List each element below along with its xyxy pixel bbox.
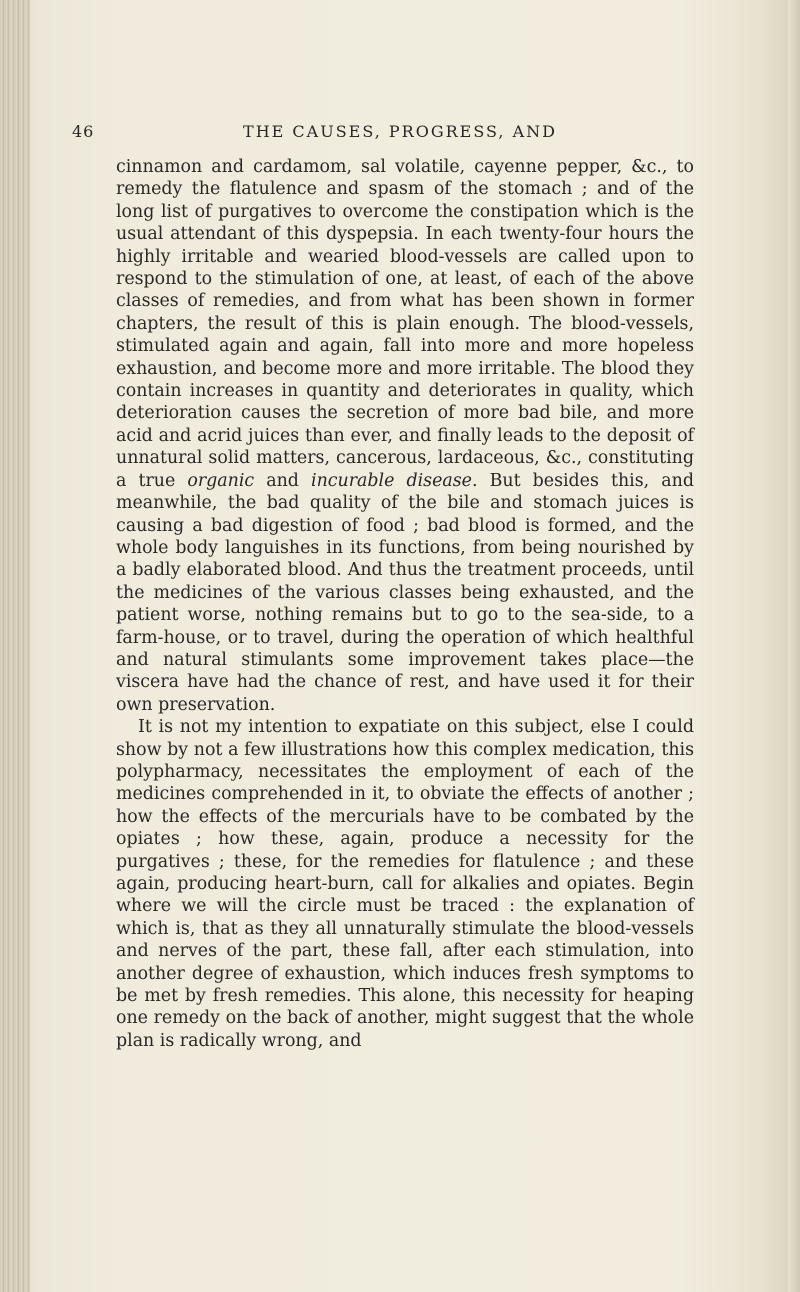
- body-text: [116, 156, 694, 1052]
- paragraph-2: It is not my intention to expatiate on this subject, else I could show by not a few illustrations how this complex medication, this polypharmacy, necessitates the employment of each of the medicines comprehended in it, to obviate the effects of another ; how the effects of the mercurials have to be combated by the opiates ; how these, again, produce a necessity for the purgatives ; these, for the remedies for flatulence ; and these again, producing heart-burn, call for alkalies and opiates. Begin where we will the circle must be traced : the explanation of which is, that as they all unnaturally stimulate the blood-vessels and nerves of the part, these fall, after each stimulation, into another degree of exhaustion, which induces fresh symptoms to be met by fresh remedies. This alone, this necessity for heaping one remedy on the back of another, might suggest that the whole plan is radically wrong, and: [116, 717, 694, 1051]
- italic-term-incurable-disease: incurable disease: [311, 470, 472, 491]
- page-header: [0, 122, 800, 152]
- page-binding-edge: [0, 0, 30, 1292]
- paragraph-1-text-b: . But besides this, and meanwhile, the bad quality of the bile and stomach juices is causing a bad digestion of food ; bad blood is formed, and the whole body languishes in its functions, from being nourished by a badly elaborated blood. And thus the treatment proceeds, until the medicines of the various classes being exhausted, and the patient worse, nothing remains but to go to the sea-side, to a farm-house, or to travel, during the operation of which healthful and natural stimulants some improvement takes place—the viscera have had the chance of rest, and have used it for their own preservation.: [116, 470, 694, 715]
- paragraph-1-conjunction: and: [254, 470, 312, 491]
- italic-term-organic: organic: [187, 470, 255, 491]
- running-title: THE CAUSES, PROGRESS, AND: [243, 122, 557, 141]
- paragraph-1-text-a: cinnamon and cardamom, sal volatile, cayenne pepper, &c., to remedy the flatulence and spasm of the stomach ; and of the long list of purgatives to overcome the constipation which is the usual attendant of this dyspepsia. In each twenty-four hours the highly irritable and wearied blood-vessels are called upon to respond to the stimulation of one, at least, of each of the above classes of remedies, and from what has been shown in former chapters, the result of this is plain enough. The blood-vessels, stimulated again and again, fall into more and more hopeless exhaustion, and become more and more irritable. The blood they contain increases in quantity and deteriorates in quality, which deterioration causes the secretion of more bad bile, and more acid and acrid juices than ever, and finally leads to the deposit of unnatural solid matters, cancerous, lardaceous, &c., constituting a true: [116, 157, 694, 491]
- page-right-edge: [788, 0, 800, 1292]
- page-number: 46: [72, 122, 95, 141]
- paragraph-1: [116, 156, 694, 716]
